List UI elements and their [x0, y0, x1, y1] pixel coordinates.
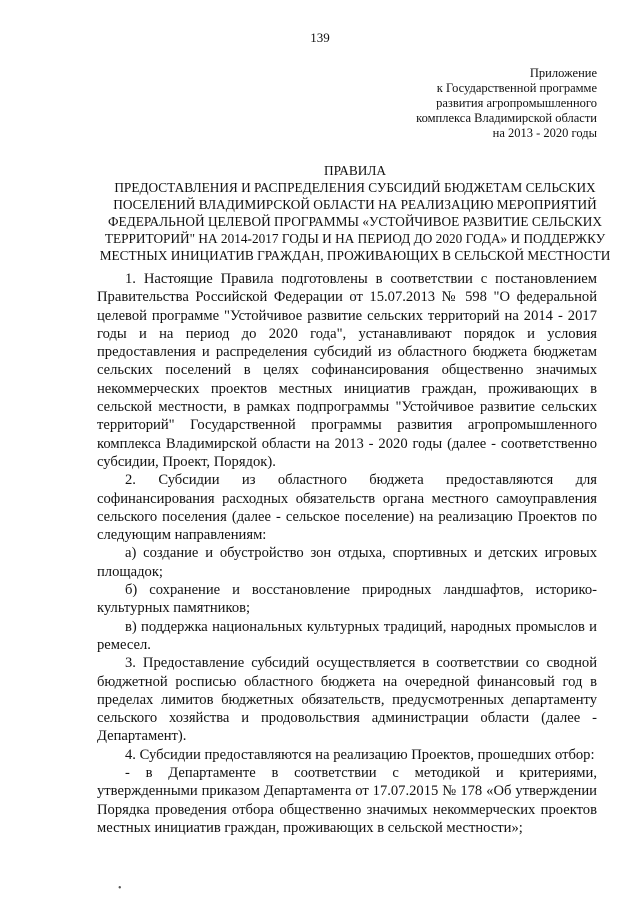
- document-title: [95, 162, 615, 264]
- appendix-line: развития агропромышленного: [436, 96, 597, 110]
- title-line: ПРЕДОСТАВЛЕНИЯ И РАСПРЕДЕЛЕНИЯ СУБСИДИЙ БЮДЖЕТАМ СЕЛЬСКИХ: [114, 180, 596, 195]
- document-body: [97, 270, 597, 837]
- scan-mark: •: [118, 883, 122, 894]
- title-line: ПРАВИЛА: [324, 163, 386, 178]
- paragraph: 4. Субсидии предоставляются на реализацию Проектов, прошедших отбор:: [125, 746, 595, 763]
- appendix-line: комплекса Владимирской области: [416, 111, 597, 125]
- appendix-line: на 2013 - 2020 годы: [492, 126, 597, 140]
- paragraph: - в Департаменте в соответствии с методикой и критериями, утвержденными приказом Департамента от 17.07.2015 № 178 «Об утверждении Порядка проведения отбора общественно значимых некоммерческих проектов местных инициатив граждан, проживающих в сельской местности»;: [97, 765, 597, 836]
- paragraph: в) поддержка национальных культурных традиций, народных промыслов и ремесел.: [97, 618, 597, 653]
- paragraph: 1. Настоящие Правила подготовлены в соответствии с постановлением Правительства Российской Федерации от 15.07.2013 № 598 "О федеральной целевой программе "Устойчивое развитие сельских территорий на 2014 - 2017 годы и на период до 2020 года", устанавливают порядок и условия предоставления и распределения субсидий из областного бюджета бюджетам сельских поселений в целях софинансирования общественно значимых некоммерческих проектов местных инициатив граждан, проживающих в сельской местности, в рамках подпрограммы "Устойчивое развитие сельских территорий" Государственной программы развития агропромышленного комплекса Владимирской области на 2013 - 2020 годы (далее - соответственно субсидии, Проект, Порядок).: [97, 271, 597, 470]
- page-number: 139: [310, 30, 330, 45]
- appendix-line: к Государственной программе: [436, 81, 597, 95]
- title-line: ФЕДЕРАЛЬНОЙ ЦЕЛЕВОЙ ПРОГРАММЫ «УСТОЙЧИВОЕ РАЗВИТИЕ СЕЛЬСКИХ: [108, 214, 602, 229]
- paragraph: 3. Предоставление субсидий осуществляется в соответствии со сводной бюджетной росписью областного бюджета на очередной финансовый год в пределах лимитов бюджетных обязательств, предусмотренных департаменту сельского хозяйства и продовольствия администрации области (далее - Департамент).: [97, 655, 597, 745]
- paragraph: 2. Субсидии из областного бюджета предоставляются для софинансирования расходных обязательств органа местного самоуправления сельского поселения (далее - сельское поселение) на реализацию Проектов по следующим направлениям:: [97, 472, 597, 544]
- title-line: ПОСЕЛЕНИЙ ВЛАДИМИРСКОЙ ОБЛАСТИ НА РЕАЛИЗАЦИЮ МЕРОПРИЯТИЙ: [113, 197, 597, 212]
- title-line: МЕСТНЫХ ИНИЦИАТИВ ГРАЖДАН, ПРОЖИВАЮЩИХ В СЕЛЬСКОЙ МЕСТНОСТИ: [99, 248, 611, 263]
- paragraph: а) создание и обустройство зон отдыха, спортивных и детских игровых площадок;: [97, 545, 597, 580]
- paragraph: б) сохранение и восстановление природных ландшафтов, историко-культурных памятников;: [97, 582, 597, 617]
- title-line: ТЕРРИТОРИЙ" НА 2014-2017 ГОДЫ И НА ПЕРИОД ДО 2020 ГОДА» И ПОДДЕРЖКУ: [104, 231, 606, 246]
- appendix-line: Приложение: [529, 66, 597, 80]
- appendix-note: [416, 66, 597, 141]
